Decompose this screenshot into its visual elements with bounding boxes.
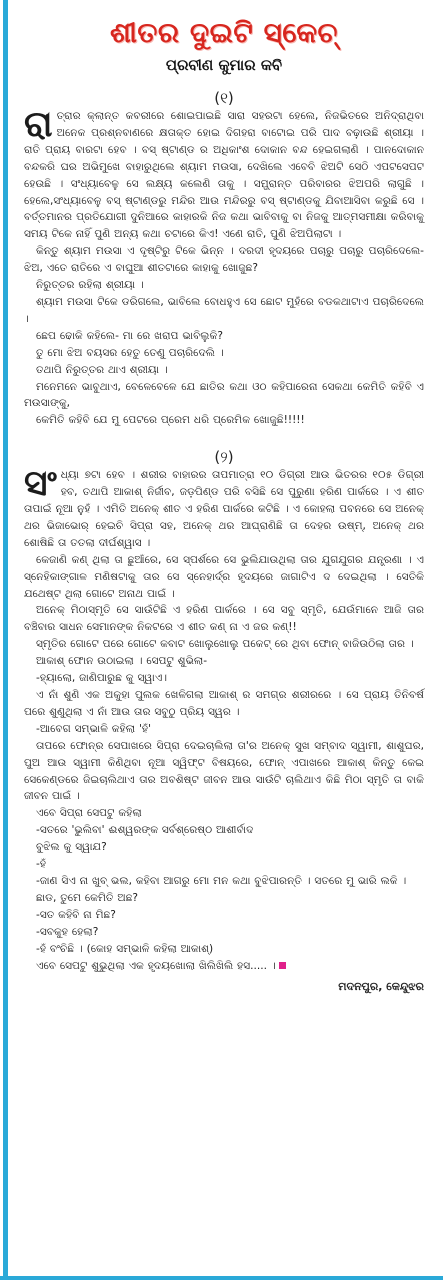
paragraph-text: ଧ୍ୟା ୭ଟା ହେବ । ଶରୀର ବାହାରର ତାପମାତ୍ରା ୧୦ ଡିଗ୍ରୀ ଆଉ ଭିତରର ୧୦୫ ଡିଗ୍ରୀ ହବ, ତଥାପି ଆକାଶ୍ ନିର୍ଜୀବ, ଜଡ଼ପିଣ୍ଡ ପରି ବସିଛି ସେ ପୁରୁଣା ହରିଣ ପାର୍କରେ । ଏ ଶୀତ ତାପାଇଁ ନୂଆ ନୁହଁ । ଏମିତି ଅନେକ୍ ଶୀତ ଏ ହରିଣ ପାର୍କରେ କଟିଛି । ଏ କୋହଲା ପବନରେ ସେ ଅନେକ୍ ଥର ଭିଜାଭୋର୍ ହେଇଚି ସିପ୍ରା ସହ, ଅନେକ୍ ଥର ଆଘ୍ରାଣିଛି ତା ଦେହର ଉଷ୍ମ୍, ଅନେକ୍ ଥର ଶୋଷିଛି ତା ତତଲା ଦୀର୍ଘଶ୍ୱାସ । (24, 469, 424, 549)
paragraph (24, 104, 424, 243)
paragraph: ଅନେକ୍ ମିଠାସ୍ମୃତି ସେ ସାଉଁଟିଛି ଏ ହରିଣ ପାର୍କରେ । ସେ ସବୁ ସ୍ମୃତି, ଯେଉଁମାନେ ଆଜି ତାର ବଞ୍ଚିବାର ସାଧନ ସେମାନଙ୍କ ନିକଟରେ ଏ ଶୀତ କଣ୍ ନା ଏ ଜର କଣ୍!! (24, 604, 424, 634)
end-mark-icon (279, 962, 286, 969)
section-number: (୨) (214, 448, 234, 467)
paragraph: ଛାଡ, ତୁମେ କେମିତି ଅଛ? (36, 891, 139, 904)
paragraph: ନିରୁତ୍ତର ରହିଲା ଶ୍ରୀୟା । (36, 279, 144, 292)
left-accent-rule (3, 0, 8, 1280)
paragraph: -ଆବେଗ ସମ୍ଭାଳି କହିଲା 'ହଁ' (36, 722, 151, 735)
paragraph: -ସତରେ 'ଭୁଲିବା' ଈଶ୍ୱରଙ୍କ ସର୍ବଶ୍ରେଷ୍ଠ ଆଶୀର୍ବାଦ (36, 824, 254, 837)
paragraph: ଏ ନାଁ ଶୁଣି ଏକ ଅକୁହା ପୁଲକ ଖେଳିଗଲା ଆକାଶ୍ ର ସମଗ୍ର ଶରୀରରେ । ସେ ପ୍ରାୟ ତିନିବର୍ଷ ପରେ ଶୁଣୁଥିଲା ଏ ନାଁ ଆଉ ତାର ସବୁଠୁ ପ୍ରିୟ ସ୍ୱର । (24, 689, 424, 718)
paragraph: ବୁଝିଲ କୁ ସ୍ୱାଯ? (36, 841, 107, 854)
paragraph: ଆକାଶ୍ ଫୋନ ଉଠାଇଲା । ସେପଟୁ ଶୁଭିଲା- (36, 655, 208, 668)
paragraph: କିନ୍ତୁ ଶ୍ୟାମ ମଉସା ଏ ଦୃଷ୍ଟିରୁ ଟିକେ ଭିନ୍ନ । ଦରଦୀ ହୃଦୟରେ ପଚାରୁ ପଚାରୁ ପଚାରିଦେଲେ- ଝିଅ, ଏତେ ରାତିରେ ଏ ବାଘୁଆ ଶୀତଟାରେ କାହାକୁ ଖୋଜୁଛ? (24, 245, 424, 275)
paragraph (24, 463, 424, 552)
section-number: (୧) (214, 89, 234, 107)
paragraph: -ଜାଣ ସିଏ ନା ଖୁବ୍ ଭଲ, କହିବା ଆଗରୁ ମୋ ମନ କଥା ବୁଝିପାରନ୍ତି । ସତରେ ମୁ ଭାରି ଲକି । (36, 874, 407, 887)
paragraph: ତାପରେ ଫୋନ୍‌ର ସେପାଖରେ ସିପ୍ରା ଦେଇଚାଲିଲା ତା'ର ଅନେକ୍ ସୁଖ ସମ୍ବାଦ ସ୍ୱାମୀ, ଶାଶୁଘର, ପୁଅ ଆଉ ସ୍ୱାମୀ କିଣିଥିବା ନୂଆ ସ୍ୱିଫ୍ଟ ବିଷୟରେ, ଫୋନ୍ ଏପାଖରେ ଆକାଶ୍ କିନ୍ତୁ କେଇ ସେକେଣ୍ଡରେ ଜିଇଚାଲିଥାଏ ତାର ଅବଶିଷ୍ଟ ଜୀବନ ଆଉ ସାଉଁଟି ଚାଲିଥାଏ କିଛି ମିଠା ସ୍ମୃତି ତା ବାକି ଜୀବନ ପାଇଁ । (24, 739, 424, 803)
article-title: ଶୀତର ଦୁଇଟି ସ୍କେଚ୍ (110, 16, 338, 49)
paragraph-text: ଏବେ ସେପଟୁ ଶୁଭୁଥିଲା ଏକ ହୃଦୟଖୋଲା ଖିଲିଖିଲି ହସ..... । (36, 959, 276, 972)
drop-cap: ସଂ (24, 463, 57, 505)
paragraph: ଛେପ ଢୋକି କହିଲେ- ମା ରେ ଖରାପ ଭାବିଲୁକି? (36, 329, 223, 342)
paragraph: ସ୍ମୃତିର ଗୋଟେ ପରେ ଗୋଟେ କବାଟ ଖୋଲୁଖୋଲୁ ପକେଟ୍ ରେ ଥିବା ଫୋନ୍ ବାଜିଉଠିଲା ତାର । (36, 638, 414, 651)
paragraph: -ସତ କହିବି ନା ମିଛ? (36, 908, 116, 921)
paragraph: ଏବେ ସିପ୍ରା ସେପଟୁ କହିଲା (36, 807, 142, 820)
paragraph: ତଥାପି ନିରୁତ୍ତର ଥାଏ ଶ୍ରୀୟା । (36, 363, 168, 376)
bottom-accent-rule (0, 1276, 443, 1280)
paragraph (24, 958, 424, 975)
paragraph: -ସବକୁହ ହେଲା? (36, 925, 99, 938)
paragraph: କେମିତି କହିବି ଯେ ମୁ ପେଟରେ ପ୍ରେମ ଧରି ପ୍ରେମିକ ଖୋଜୁଛି!!!!! (36, 414, 305, 427)
paragraph: ଶ୍ୟାମ ମଉସା ଟିକେ ଡରିଗଲେ, ଭାବିଲେ ବୋଧହୁଏ ସେ ଛୋଟ ମୁହଁରେ ବଡକଥାଟାଏ ପଚାରିଦେଲେ । (24, 295, 424, 325)
paragraph: ତୁ ମୋ ଝିଅ ବୟସର ହେତୁ ତେଣୁ ପଚାରିଦେଲି । (36, 346, 224, 359)
paragraph: -ହ୍ୟାଲୋ, ଜାଣିପାରୁଛ କୁ ସ୍ୱାଏ। (36, 672, 168, 685)
article (24, 14, 424, 1254)
drop-cap: ରା (24, 104, 53, 145)
paragraph: ମନେମନେ ଭାବୁଥାଏ, ବେଳେବେଳେ ଯେ ଛାତିର କଥା ଓଠ କହିପାରେନା ସେକଥା କେମିତି କହିବି ଏ ମଉସାଙ୍କୁ, (24, 380, 424, 410)
author-name: ପ୍ରବୀଣ କୁମାର କବି (165, 56, 283, 74)
paragraph-text: ତ୍ରାର କ୍ଲାନ୍ତ କବରୀରେ ଶୋଇପାଇଛି ସାରା ସହରଟା ହେଲେ, ନିଜଭିତରେ ଅନିଦ୍ରାଥିବା ଅନେକ ପ୍ରଶ୍ନବାଣରେ କ୍ଷତାକ୍ତ ହୋଇ ଦିଗହରା ବାଟୋଇ ପରି ପାଦ ବଢ଼ାଉଛି ଶ୍ରୀୟା । ରାତି ପ୍ରାୟ ବାରଟା ହେବ । ବସ୍ ଷ୍ଟାଣ୍ଡ ର ଅଧିକାଂଶ ଦୋକାନ ବନ୍ଦ ହେଇଗଲାଣି । ପାନଦୋକାନ ବନ୍ଦକରି ଘର ଅଭିମୁଖେ ବାହାରୁଥିଲେ ଶ୍ୟାମ ମଉସା, ଦେଖିଲେ ଏବେବି ଝିଅଟି ସେଠି ଏପଟସେପଟ ହେଉଛି । ସଂଧ୍ୟାବେଳୁ ସେ ଲକ୍ଷ୍ୟ କଲେଣି ତାକୁ । ସମ୍ଭ୍ରାନ୍ତ ପରିବାରର ଝିଅପରି ଲାଗୁଛି । ହେଲେ,ସଂଧ୍ୟାବେଳୁ ବସ୍ ଷ୍ଟାଣ୍ଡରୁ ମନ୍ଦିର ଆଉ ମନ୍ଦିରରୁ ବସ୍ ଷ୍ଟାଣ୍ଡକୁ ଯିବାଆସିବା କରୁଛି ସେ । ବର୍ତ୍ତମାନର ପ୍ରତିଯୋଗୀ ଦୁନିଆରେ କାହାରକି ନିଜ କଥା ଭାବିବାକୁ ବା ନିଜକୁ ଆତ୍ମସମୀକ୍ଷା କରିବାକୁ ସମୟ ଟିକେ ନାହିଁ ପୁଣି ଅନ୍ୟ କଥା ଚଟାରେ କିଏ! ଏଣେ ରାତି, ପୁଣି ଝିଅପିଲାଟା । (24, 110, 424, 241)
paragraph: -ହଁ (36, 858, 46, 871)
paragraph: କେଜାଣି କଣ୍ ଥିଲା ତା ଛୁଆଁରେ, ସେ ସ୍ପର୍ଶରେ ସେ ଭୁଲିଯାଉଥିଲା ତାର ଯୁଗଯୁଗର ଯନ୍ତ୍ରଣା । ଏ ସ୍ନେହିକାଙ୍ଗାଳ ମଣିଷଟାକୁ ତାର ସେ ସ୍ନେହାର୍ଦ୍ର ହୃଦୟରେ ଜାଗାଟିଏ ଦ ଦେଇଥିଲା । ସେତିକି ଯଥେଷ୍ଟ ଥିଲା ଗୋଟେ ଅନାଥ ପାଇଁ । (24, 553, 424, 600)
paragraph: -ହଁ ବଂଚିଛି । (କୋହ ସମ୍ଭାଳି କହିଲା ଆକାଶ୍) (36, 942, 214, 955)
author-location: ମଦନପୁର, କେନ୍ଦୁଝର (338, 980, 424, 994)
